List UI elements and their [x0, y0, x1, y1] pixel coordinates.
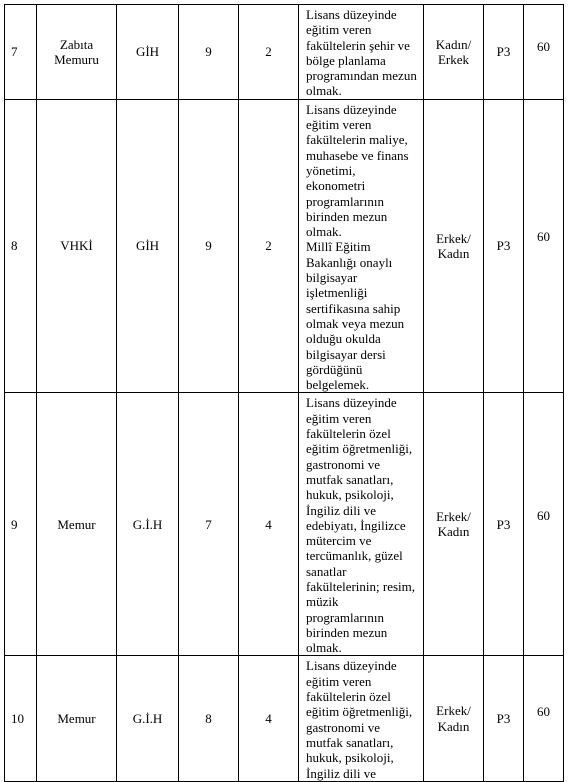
row-number: 8 [5, 99, 37, 393]
position-count: 4 [239, 393, 299, 656]
position-title: Memur [37, 393, 117, 656]
qualification-text: Lisans düzeyinde eğitim veren fakültelerin özel eğitim öğretmenliği, gastronomi ve mutfak sanatları, hukuk, psikoloji, İngiliz dili ve edebiyatı, İngilizce mütercim ve tercümanlık, güzel sanatlar fakültelerinin; resim, müzik programlarının birinden mezun olmak. [299, 393, 424, 656]
kpss-type: P3 [484, 99, 524, 393]
min-score [524, 99, 564, 393]
service-class: GİH [117, 5, 179, 100]
position-title: VHKİ [37, 99, 117, 393]
position-title: Zabıta Memuru [37, 5, 117, 100]
degree-count: 9 [179, 5, 239, 100]
row-number: 7 [5, 5, 37, 100]
service-class: G.İ.H [117, 656, 179, 781]
table-row [5, 656, 564, 781]
qualification-text: Lisans düzeyinde eğitim veren fakültelerin maliye, muhasebe ve finans yönetimi, ekonometri programlarının birinden mezun olmak. Millî Eğitim Bakanlığı onaylı bilgisayar işletmenliği sertifikasına sahip olmak veya mezun olduğu okulda bilgisayar dersi gördüğünü belgelemek. [299, 99, 424, 393]
table-row [5, 5, 564, 100]
gender: Erkek/ Kadın [424, 99, 484, 393]
position-count: 2 [239, 5, 299, 100]
gender: Erkek/ Kadın [424, 656, 484, 781]
row-number: 9 [5, 393, 37, 656]
row-number: 10 [5, 656, 37, 781]
service-class: GİH [117, 99, 179, 393]
gender: Kadın/ Erkek [424, 5, 484, 100]
position-title: Memur [37, 656, 117, 781]
position-count: 4 [239, 656, 299, 781]
min-score-value: 60 [537, 704, 550, 720]
table-row [5, 99, 564, 393]
qualification-text: Lisans düzeyinde eğitim veren fakültelerin şehir ve bölge planlama programından mezun olmak. [299, 5, 424, 100]
degree-count: 7 [179, 393, 239, 656]
kpss-type: P3 [484, 5, 524, 100]
position-count: 2 [239, 99, 299, 393]
table-row [5, 393, 564, 656]
min-score-value: 60 [537, 228, 550, 244]
min-score-value: 60 [537, 39, 550, 54]
kpss-type: P3 [484, 656, 524, 781]
degree-count: 8 [179, 656, 239, 781]
gender: Erkek/ Kadın [424, 393, 484, 656]
service-class: G.İ.H [117, 393, 179, 656]
min-score [524, 393, 564, 656]
min-score [524, 656, 564, 781]
degree-count: 9 [179, 99, 239, 393]
min-score [524, 5, 564, 100]
min-score-value: 60 [537, 508, 550, 524]
qualification-text: Lisans düzeyinde eğitim veren fakültelerin özel eğitim öğretmenliği, gastronomi ve mutfak sanatları, hukuk, psikoloji, İngiliz dili ve [299, 656, 424, 781]
kpss-type: P3 [484, 393, 524, 656]
job-requirements-table [4, 4, 564, 782]
